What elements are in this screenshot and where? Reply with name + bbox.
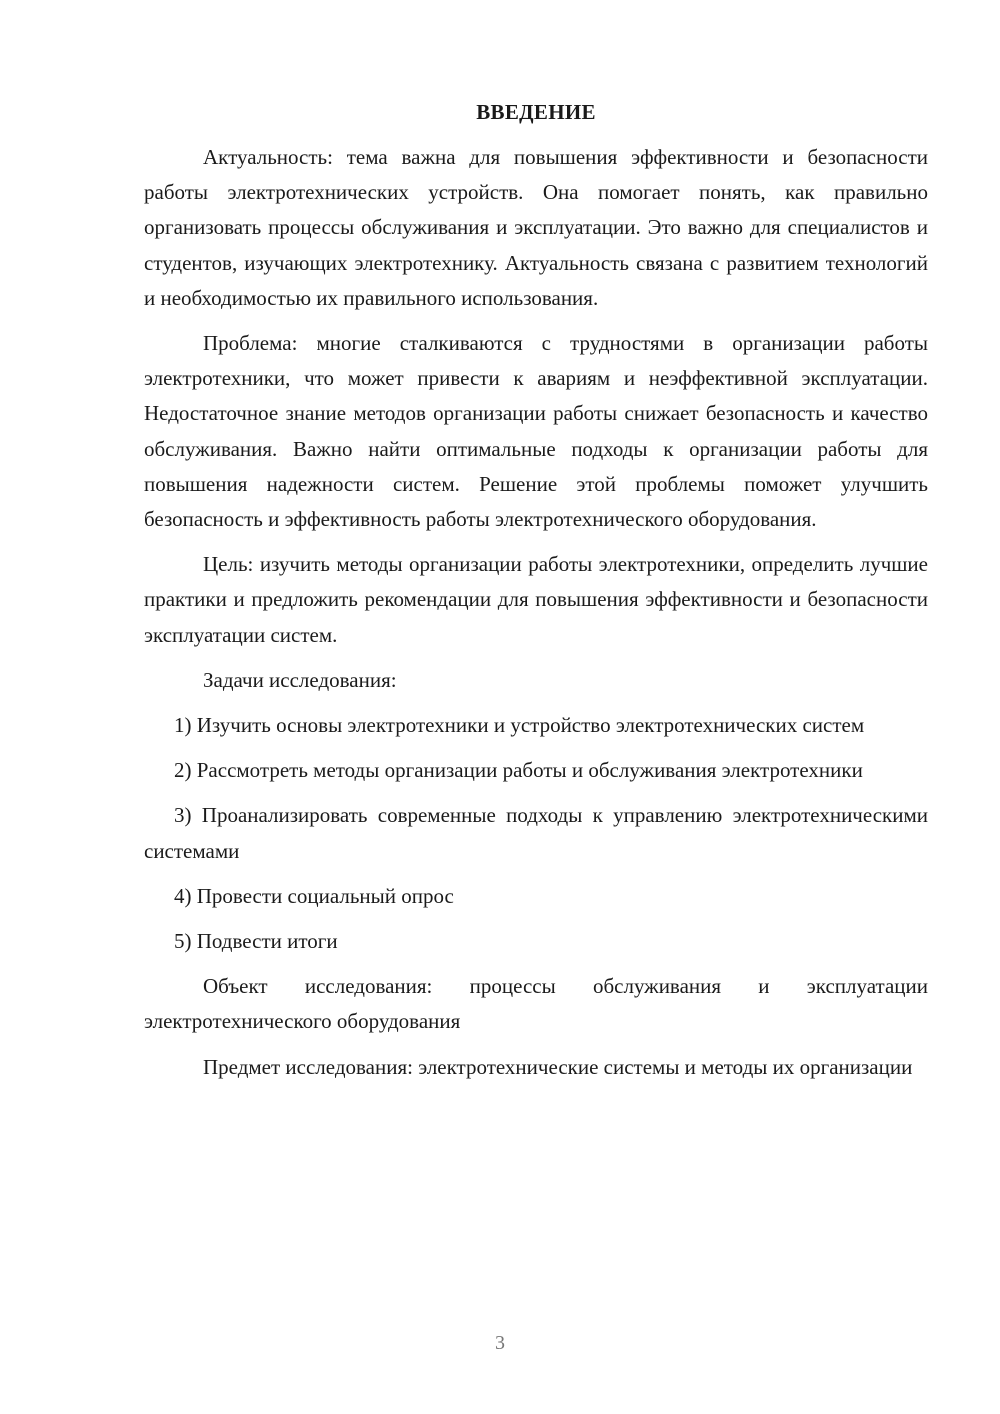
task-item-1: 1) Изучить основы электротехники и устройство электротехнических систем <box>174 713 865 738</box>
relevance-paragraph: Актуальность: тема важна для повышения эффективности и безопасности работы электротехнических устройств. Она помогает понять, как правильно организовать процессы обслуживания и эксплуатации. Это важно для специалистов и студентов, изучающих электротехнику. Актуальность связана с развитием технологий и необходимостью их правильного использования. <box>144 145 928 310</box>
section-title: ВВЕДЕНИЕ <box>476 100 596 124</box>
object-paragraph: Объект исследования: процессы обслуживания и эксплуатации электротехнического оборудования <box>144 974 928 1034</box>
page-number: 3 <box>495 1332 505 1354</box>
task-item-3: 3) Проанализировать современные подходы к управлению электротехническими системами <box>144 803 928 863</box>
task-item-5: 5) Подвести итоги <box>174 929 338 954</box>
task-item-4: 4) Провести социальный опрос <box>174 883 454 908</box>
task-item-2: 2) Рассмотреть методы организации работы и обслуживания электротехники <box>174 758 863 783</box>
tasks-heading: Задачи исследования: <box>203 667 397 692</box>
goal-paragraph: Цель: изучить методы организации работы электротехники, определить лучшие практики и предложить рекомендации для повышения эффективности и безопасности эксплуатации систем. <box>144 552 928 647</box>
page-content <box>144 95 928 1095</box>
subject-paragraph: Предмет исследования: электротехнические системы и методы их организации <box>203 1054 913 1079</box>
problem-paragraph: Проблема: многие сталкиваются с трудностями в организации работы электротехники, что может привести к авариям и неэффективной эксплуатации. Недостаточное знание методов организации работы снижает безопасность и качество обслуживания. Важно найти оптимальные подходы к организации работы для повышения надежности систем. Решение этой проблемы поможет улучшить безопасность и эффективность работы электротехнического оборудования. <box>144 331 928 532</box>
